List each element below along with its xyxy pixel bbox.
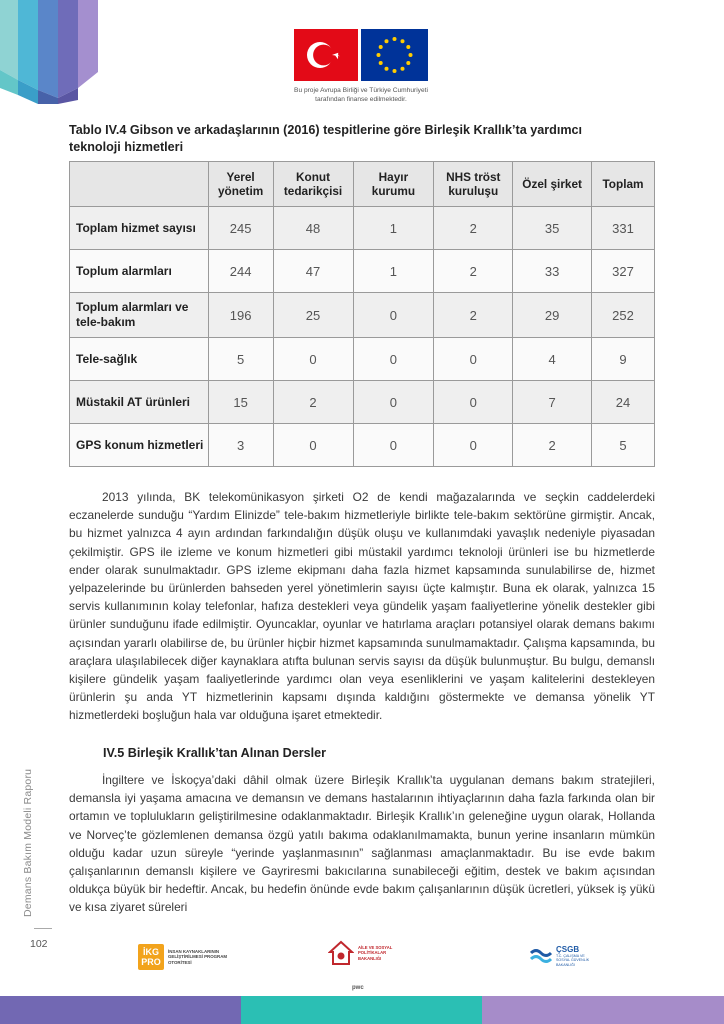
section-heading: IV.5 Birleşik Krallık’tan Alınan Dersler <box>103 746 327 760</box>
table-cell: 35 <box>513 207 592 250</box>
row-label: Tele-sağlık <box>70 338 209 381</box>
table-row <box>70 381 655 424</box>
corner-ribbon-decoration <box>0 0 110 110</box>
row-label: Toplum alarmları ve tele-bakım <box>70 293 209 338</box>
table-row <box>70 293 655 338</box>
table-cell: 15 <box>208 381 273 424</box>
row-label: Toplam hizmet sayısı <box>70 207 209 250</box>
table-cell: 0 <box>273 424 353 467</box>
table-cell: 25 <box>273 293 353 338</box>
csgb-name: ÇSGB <box>556 945 580 954</box>
table-header-cell: Konut tedarikçisi <box>273 162 353 207</box>
table-cell: 331 <box>592 207 655 250</box>
table-caption: Tablo IV.4 Gibson ve arkadaşlarının (2016) tespitlerine göre Birleşik Krallık’ta yardımcı teknoloji hizmetleri <box>69 123 583 154</box>
table-row <box>70 338 655 381</box>
assistive-technology-table <box>69 161 655 467</box>
table-cell: 4 <box>513 338 592 381</box>
table-cell: 33 <box>513 250 592 293</box>
table-cell: 29 <box>513 293 592 338</box>
body-paragraph: 2013 yılında, BK telekomünikasyon şirketi O2 de kendi mağazalarında ve seçkin caddelerdeki eczanelerde sunduğu “Yardım Elinizde” tele-bakım hizmetleriyle birlikte tele-bakım sektörüne girmiştir. Ancak, bu hizmet yalnızca 4 ayın ardından farkındalığın düşük oluşu ve kullanımdaki yavaşlık nedeniyle piyasadan çekilmiştir. GPS ile izleme ve konum hizmetleri gibi müstakil yardımcı teknoloji ürünleri ise bu hizmetlerde ender olarak sunulmaktadır. GPS izleme ekipmanı daha fazla hizmet kapsamında sunulabilirse de, hizmet yelpazelerinde bu ürünlerden bahseden yerel yönetimlerin sayısı üçte kalmıştır. Buna ek olarak, yalnızca 15 servis kullanımının kolay telefonlar, hafıza destekleri veya gündelik yaşam faaliyetlerine yönelik destekler gibi ürünler sunduğunu ifade edilmiştir. Oyuncaklar, oyunlar ve hatırlama araçları potansiyel olarak demans bakımı açısından yararlı olabilirse de, bu ürünler hiçbir hizmet kapsamında sunulmamaktadır. Çalışma kapsamında, bu araçlara ulaşılabilecek diğer kaynaklara atıfta bulunan servis sayısı da düşük bulunmuştur. Bu bulgu, demanslı kişilere gündelik yaşam faaliyetlerinde yardımcı olan veya esenliklerini ve yaşam kalitelerini destekleyen ürünlerin şu anda YT hizmetlerinin kapsamı dışında kaldığını göstermekte ve demansa yönelik YT hizmetlerdeki boşluğun hala var olduğuna işaret etmektedir. <box>69 490 655 723</box>
table-cell: 196 <box>208 293 273 338</box>
ikg-caption: İNSAN KAYNAKLARININ GELİŞTİRİLMESİ PROGRAM OTORİTESİ <box>168 948 228 965</box>
eu-flag-icon <box>361 29 428 81</box>
csgb-logo <box>530 945 596 967</box>
bottom-bar-purple <box>0 996 241 1024</box>
table-cell: 9 <box>592 338 655 381</box>
table-cell: 2 <box>273 381 353 424</box>
table-row <box>70 207 655 250</box>
table-cell: 0 <box>353 293 434 338</box>
table-cell: 5 <box>208 338 273 381</box>
ministry-house-icon <box>328 940 354 966</box>
table-cell: 5 <box>592 424 655 467</box>
body-paragraph: İngiltere ve İskoçya’daki dâhil olmak üzere Birleşik Krallık’ta uygulanan demans bakım stratejileri, demansla iyi yaşama amacına ve demansın ve demans hastalarının ihtiyaçlarının daha fazla farkında olan bir ortamın ve toplulukların geliştirilmesine odaklanmaktadır. Birleşik Krallık’ın geleneğine uygun olarak, Hollanda ve Norveç’te gözlemlenen demansa özgü yatılı bakıma odaklanılmamakta, bunun yerine insanların mümkün olduğu kadar uzun süreyle “yerinde yaşlanmasının” sağlanması amaçlanmaktadır. Bu ise evde bakım çalışanlarının demanslı kişilere ve Gayriresmi bakıcılarına sunabileceği eğitim, destek ve bakım açısından oldukça büyük bir hedeftir. Ancak, bu hedefin önünde evde bakım çalışanlarının düşük ücretleri, yüksek iş yükü ve kısa ziyaret süreleri <box>69 773 655 915</box>
table-row <box>70 424 655 467</box>
table-cell: 327 <box>592 250 655 293</box>
table-cell: 47 <box>273 250 353 293</box>
table-cell: 1 <box>353 207 434 250</box>
table-cell: 0 <box>353 381 434 424</box>
table-cell: 0 <box>353 338 434 381</box>
ikg-pro-logo <box>138 944 238 970</box>
running-title: Demans Bakım Modeli Raporu <box>22 768 34 917</box>
row-label: Toplum alarmları <box>70 250 209 293</box>
ikg-pro-badge: İKG PRO <box>138 944 164 970</box>
table-cell: 0 <box>434 338 513 381</box>
table-cell: 0 <box>434 424 513 467</box>
table-cell: 0 <box>353 424 434 467</box>
table-cell: 3 <box>208 424 273 467</box>
row-label: GPS konum hizmetleri <box>70 424 209 467</box>
ministry-caption: AİLE VE SOSYAL POLİTİKALAR BAKANLIĞI <box>358 945 393 961</box>
table-header-empty <box>70 162 209 207</box>
bottom-bar-teal <box>241 996 482 1024</box>
table-cell: 48 <box>273 207 353 250</box>
table-header-cell: Özel şirket <box>513 162 592 207</box>
table-cell: 7 <box>513 381 592 424</box>
page-number: 102 <box>30 938 48 950</box>
table-header-cell: Toplam <box>592 162 655 207</box>
eu-funding-caption <box>270 86 452 104</box>
table-header-cell: Hayır kurumu <box>353 162 434 207</box>
table-row <box>70 250 655 293</box>
table-cell: 244 <box>208 250 273 293</box>
eu-caption-line2: tarafından finanse edilmektedir. <box>315 96 407 103</box>
ministry-logo <box>328 940 408 966</box>
table-header-row <box>70 162 655 207</box>
table-header-cell: NHS tröst kuruluşu <box>434 162 513 207</box>
table-cell: 2 <box>434 293 513 338</box>
csgb-wave-icon <box>530 947 552 965</box>
row-label: Müstakil AT ürünleri <box>70 381 209 424</box>
table-cell: 0 <box>273 338 353 381</box>
divider <box>34 928 52 929</box>
table-cell: 0 <box>434 381 513 424</box>
pwc-logo: pwc <box>352 985 364 991</box>
table-cell: 2 <box>434 250 513 293</box>
table-cell: 252 <box>592 293 655 338</box>
table-cell: 2 <box>513 424 592 467</box>
eu-turkey-flags-logo <box>294 29 428 81</box>
bottom-color-bar <box>0 996 724 1024</box>
csgb-caption: T.C. ÇALIŞMA VE SOSYAL GÜVENLİK BAKANLIĞI <box>556 954 590 967</box>
table-cell: 1 <box>353 250 434 293</box>
bottom-bar-lilac <box>482 996 724 1024</box>
table-cell: 2 <box>434 207 513 250</box>
table-cell: 24 <box>592 381 655 424</box>
table-cell: 245 <box>208 207 273 250</box>
table-header-cell: Yerel yönetim <box>208 162 273 207</box>
eu-caption-line1: Bu proje Avrupa Birliği ve Türkiye Cumhuriyeti <box>294 87 428 94</box>
